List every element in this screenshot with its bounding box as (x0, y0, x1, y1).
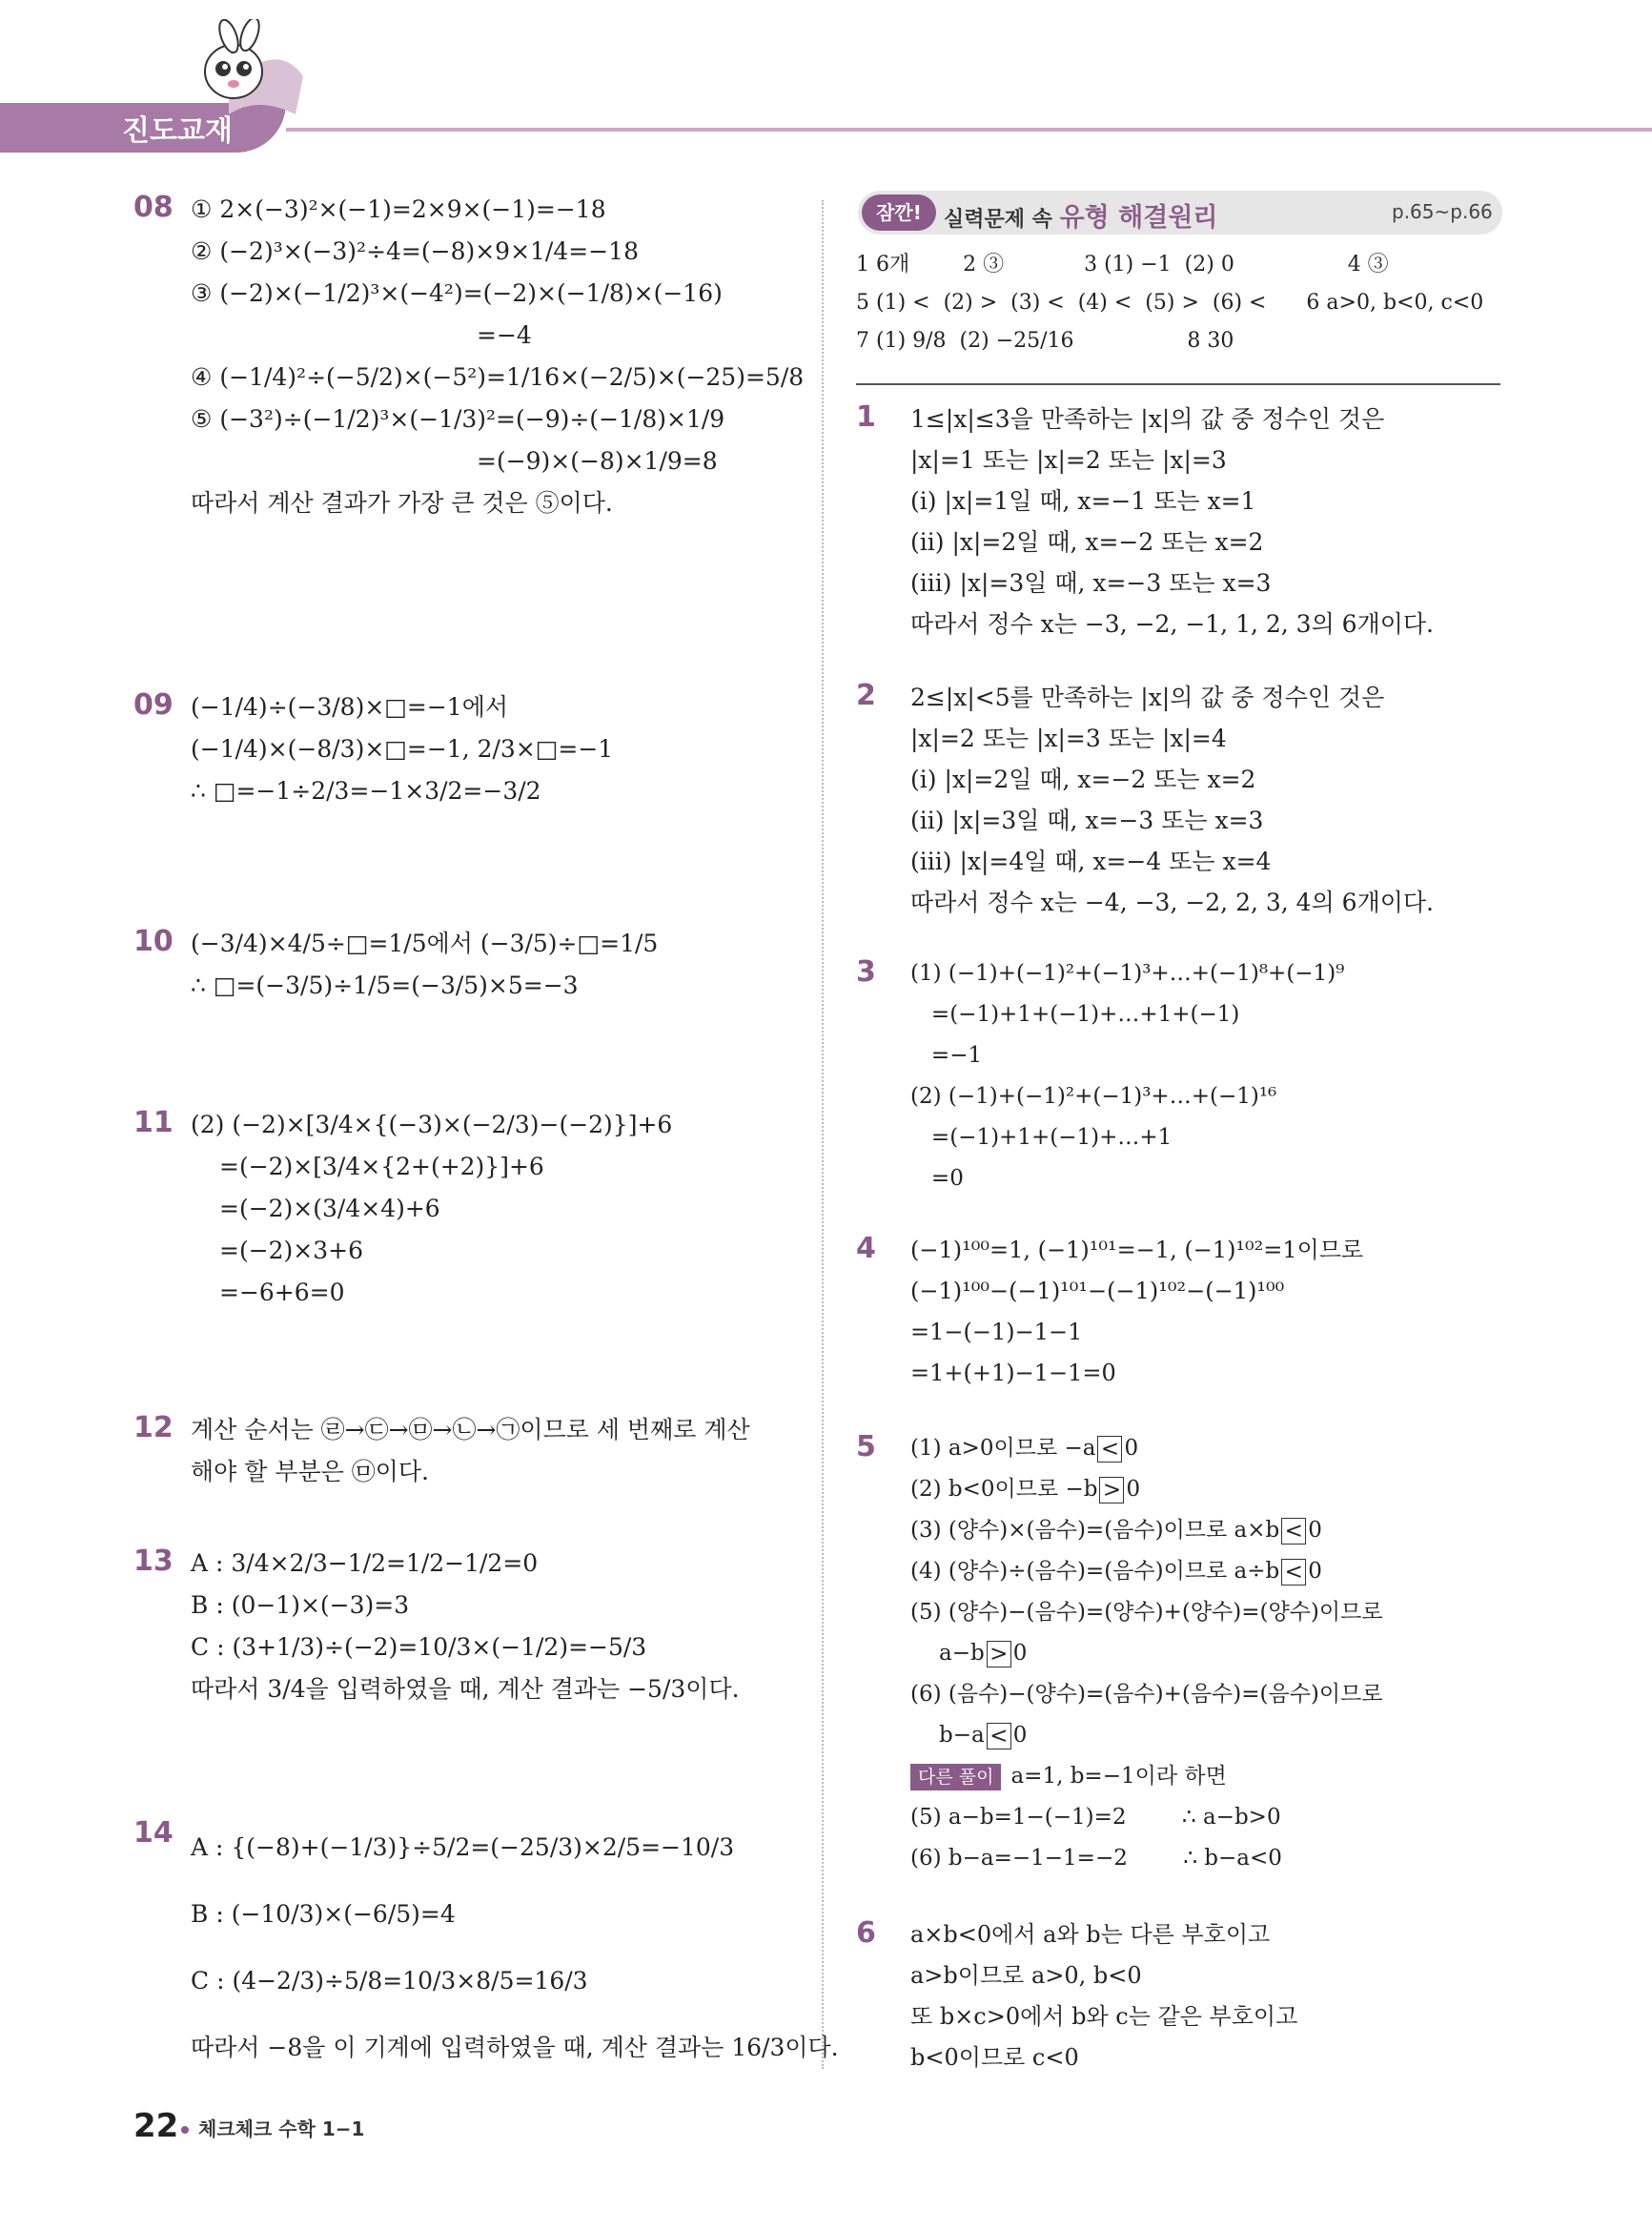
line-text: a−b (939, 1641, 985, 1666)
solution-line: (ⅰ) |x|=2일 때, x=−2 또는 x=2 (910, 766, 1256, 793)
solution-line (910, 1756, 1383, 1797)
header-rule (286, 128, 1652, 132)
book-title: 체크체크 수학 1−1 (198, 2117, 365, 2140)
line-text: (4) (양수)÷(음수)=(음수)이므로 a÷b (910, 1559, 1280, 1584)
solution-line: 2≤|x|<5를 만족하는 |x|의 값 중 정수인 것은 (910, 684, 1385, 711)
solution-line: =(−9)×(−8)×1/9=8 (477, 447, 718, 475)
solution-line: 또 b×c>0에서 b와 c는 같은 부호이고 (910, 2003, 1298, 2030)
solution-line: (−1)¹⁰⁰−(−1)¹⁰¹−(−1)¹⁰²−(−1)¹⁰⁰ (910, 1278, 1285, 1304)
solution-13 (191, 1543, 740, 1710)
solution-line: =1+(+1)−1−1=0 (910, 1360, 1116, 1386)
solution-line: ④ (−1/4)²÷(−5/2)×(−5²)=1/16×(−2/5)×(−25)=5/8 (191, 363, 805, 391)
solution-2 (910, 677, 1434, 923)
problem-number: 14 (133, 1816, 173, 1850)
rabbit-mascot-icon (191, 19, 305, 124)
solution-line: =(−2)×[3/4×{2+(+2)}]+6 (219, 1153, 544, 1180)
solution-line: (5) a−b=1−(−1)=2 ∴ a−b>0 (910, 1805, 1281, 1830)
answer-box: > (1099, 1477, 1124, 1504)
solution-line: ∴ □=−1÷2/3=−1×3/2=−3/2 (191, 777, 541, 805)
solution-line: (ⅲ) |x|=3일 때, x=−3 또는 x=3 (910, 569, 1272, 597)
answer-box: < (1281, 1559, 1306, 1586)
solution-line: =1−(−1)−1−1 (910, 1319, 1083, 1345)
problem-number: 11 (133, 1106, 173, 1139)
solution-line: =(−2)×(3/4×4)+6 (219, 1195, 440, 1222)
problem-number: 08 (133, 191, 173, 224)
solution-line: (−1/4)÷(−3/8)×□=−1에서 (191, 693, 508, 721)
page-number: 22 (133, 2107, 179, 2145)
answer-row: 7 (1) 9/8 (2) −25/16 8 30 (856, 329, 1234, 353)
solution-line: (2) (−2)×[3/4×{(−3)×(−2/3)−(−2)}]+6 (191, 1111, 673, 1138)
problem-number: 6 (856, 1916, 876, 1950)
solution-line (910, 1469, 1383, 1510)
answer-box: > (987, 1641, 1011, 1667)
solution-line: 따라서 −8을 이 기계에 입력하였을 때, 계산 결과는 16/3이다. (191, 2034, 839, 2061)
solution-line: (−1)¹⁰⁰=1, (−1)¹⁰¹=−1, (−1)¹⁰²=1이므로 (910, 1237, 1364, 1263)
line-text: 0 (1308, 1518, 1322, 1543)
solution-line: ① 2×(−3)²×(−1)=2×9×(−1)=−18 (191, 195, 606, 223)
solution-14 (191, 1814, 839, 2081)
answer-box: < (1097, 1436, 1122, 1463)
answer-box: < (1281, 1518, 1306, 1545)
solution-line: (5) (양수)−(음수)=(양수)+(양수)=(양수)이므로 (910, 1600, 1383, 1625)
line-text: 0 (1308, 1559, 1322, 1584)
column-divider (822, 200, 824, 2069)
solution-line: C : (3+1/3)÷(−2)=10/3×(−1/2)=−5/3 (191, 1633, 647, 1661)
solution-line (910, 1510, 1383, 1551)
solution-line: (ⅲ) |x|=4일 때, x=−4 또는 x=4 (910, 848, 1272, 875)
solution-line: (−3/4)×4/5÷□=1/5에서 (−3/5)÷□=1/5 (191, 930, 659, 957)
solution-line: A : 3/4×2/3−1/2=1/2−1/2=0 (191, 1549, 539, 1577)
solution-line: ③ (−2)×(−1/2)³×(−4²)=(−2)×(−1/8)×(−16) (191, 279, 723, 307)
answer-summary (856, 246, 1483, 360)
solution-line: a×b<0에서 a와 b는 다른 부호이고 (910, 1921, 1271, 1948)
solution-line: =0 (910, 1166, 964, 1191)
solution-line: (6) b−a=−1−1=−2 ∴ b−a<0 (910, 1846, 1282, 1871)
solution-12 (191, 1409, 750, 1493)
solution-6 (910, 1914, 1297, 2078)
solution-line: |x|=1 또는 |x|=2 또는 |x|=3 (910, 446, 1227, 474)
problem-number: 12 (133, 1411, 173, 1444)
line-text: (2) b<0이므로 −b (910, 1477, 1098, 1502)
problem-number: 1 (856, 400, 876, 434)
solution-line: B : (0−1)×(−3)=3 (191, 1591, 410, 1619)
problem-number: 13 (133, 1545, 173, 1578)
solution-line: (ⅱ) |x|=3일 때, x=−3 또는 x=3 (910, 807, 1264, 834)
answer-row: 5 (1) < (2) > (3) < (4) < (5) > (6) < 6 a>0, b<0, c<0 (856, 291, 1484, 315)
line-text: 0 (1126, 1477, 1141, 1502)
solution-line: (1) (−1)+(−1)²+(−1)³+…+(−1)⁸+(−1)⁹ (910, 961, 1345, 986)
section-title: 진도교재 (122, 114, 233, 148)
solution-line: (−1/4)×(−8/3)×□=−1, 2/3×□=−1 (191, 735, 614, 763)
solution-11 (191, 1104, 672, 1314)
line-text: (1) a>0이므로 −a (910, 1436, 1096, 1461)
banner-title-highlight: 유형 해결원리 (1059, 203, 1218, 233)
problem-number: 10 (133, 925, 173, 958)
solution-line: =(−1)+1+(−1)+…+1+(−1) (910, 1002, 1240, 1027)
line-text: b−a (939, 1723, 985, 1748)
solution-line: 따라서 계산 결과가 가장 큰 것은 ⑤이다. (191, 489, 613, 517)
solution-line: a>b이므로 a>0, b<0 (910, 1962, 1142, 1989)
banner-title-prefix: 실력문제 속 (944, 208, 1052, 232)
solution-line: (6) (음수)−(양수)=(음수)+(음수)=(음수)이므로 (910, 1682, 1383, 1707)
problem-number: 2 (856, 679, 876, 712)
line-text: 0 (1012, 1641, 1028, 1666)
banner-tag: 잠깐! (862, 194, 936, 231)
solution-line: 해야 할 부분은 ㉤이다. (191, 1458, 429, 1485)
solution-line: (ⅱ) |x|=2일 때, x=−2 또는 x=2 (910, 528, 1264, 556)
line-text: 0 (1124, 1436, 1139, 1461)
solution-line (910, 1428, 1383, 1469)
solution-1 (910, 399, 1434, 644)
solution-line: C : (4−2/3)÷5/8=10/3×8/5=16/3 (191, 1967, 588, 1995)
solution-line: =(−1)+1+(−1)+…+1 (910, 1125, 1173, 1150)
problem-number: 3 (856, 955, 876, 989)
solution-line: b<0이므로 c<0 (910, 2044, 1079, 2071)
solution-line: 따라서 정수 x는 −3, −2, −1, 1, 2, 3의 6개이다. (910, 610, 1434, 638)
solution-line: (ⅰ) |x|=1일 때, x=−1 또는 x=1 (910, 487, 1256, 515)
solution-line: B : (−10/3)×(−6/5)=4 (191, 1900, 456, 1928)
solution-line: =−4 (477, 321, 532, 349)
solution-line: 따라서 3/4을 입력하였을 때, 계산 결과는 −5/3이다. (191, 1675, 740, 1703)
alt-solution-tag: 다른 풀이 (910, 1764, 1001, 1790)
solution-line: =−1 (910, 1043, 983, 1068)
solution-line: 따라서 정수 x는 −4, −3, −2, 2, 3, 4의 6개이다. (910, 889, 1434, 916)
solution-line: A : {(−8)+(−1/3)}÷5/2=(−25/3)×2/5=−10/3 (191, 1833, 735, 1861)
solution-4 (910, 1230, 1363, 1394)
solution-line: 계산 순서는 ㉣→㉢→㉤→㉡→㉠이므로 세 번째로 계산 (191, 1416, 750, 1443)
solution-08 (191, 189, 804, 524)
solution-line: 1≤|x|≤3을 만족하는 |x|의 값 중 정수인 것은 (910, 405, 1385, 433)
page-range: p.65~p.66 (1392, 200, 1493, 223)
solution-line: =(−2)×3+6 (219, 1237, 364, 1264)
solution-3 (910, 953, 1344, 1199)
answer-divider (856, 383, 1500, 385)
solution-line (910, 1715, 1383, 1756)
solution-10 (191, 923, 658, 1007)
solution-line: =−6+6=0 (219, 1279, 345, 1306)
solution-line: |x|=2 또는 |x|=3 또는 |x|=4 (910, 725, 1227, 752)
line-text: 0 (1012, 1723, 1028, 1748)
solution-line: ② (−2)³×(−3)²÷4=(−8)×9×1/4=−18 (191, 237, 639, 265)
answer-box: < (987, 1723, 1011, 1749)
solution-line: ⑤ (−3²)÷(−1/2)³×(−1/3)²=(−9)÷(−1/8)×1/9 (191, 405, 725, 433)
problem-number: 09 (133, 688, 173, 722)
solution-line (910, 1551, 1383, 1592)
solution-5 (910, 1428, 1383, 1879)
line-text: (3) (양수)×(음수)=(음수)이므로 a×b (910, 1518, 1280, 1543)
line-text: a=1, b=−1이라 하면 (1010, 1764, 1227, 1789)
solution-09 (191, 686, 613, 812)
banner-title (944, 196, 1218, 234)
solution-line: ∴ □=(−3/5)÷1/5=(−3/5)×5=−3 (191, 972, 579, 999)
solution-line (910, 1633, 1383, 1674)
problem-number: 5 (856, 1430, 876, 1463)
bullet-icon (181, 2126, 189, 2134)
answer-row: 1 6개 2 ③ 3 (1) −1 (2) 0 4 ③ (856, 253, 1389, 276)
problem-number: 4 (856, 1232, 876, 1265)
solution-line: (2) (−1)+(−1)²+(−1)³+…+(−1)¹⁶ (910, 1084, 1277, 1109)
